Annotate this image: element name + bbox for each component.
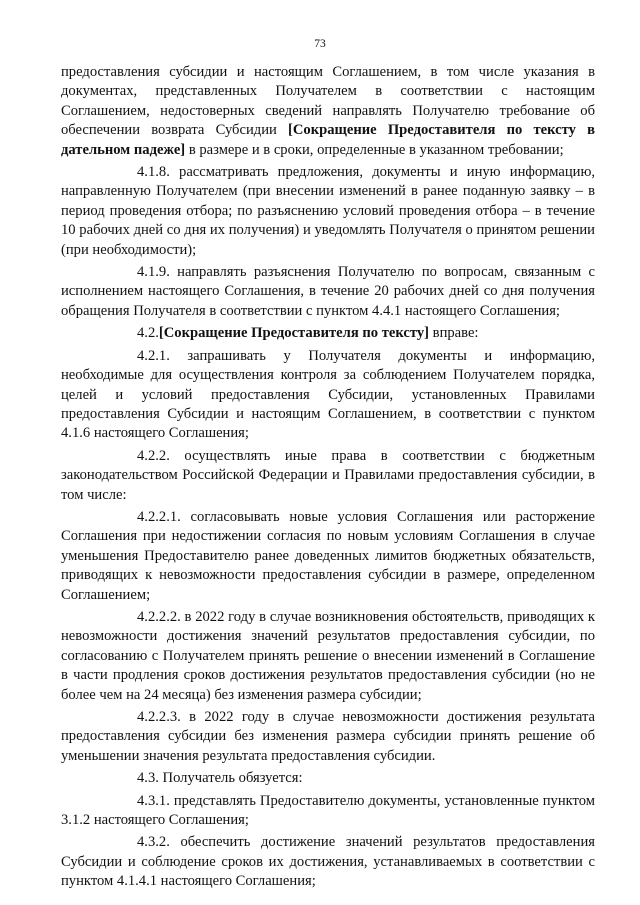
paragraph-text: в размере и в сроки, определенные в указанном требовании; bbox=[185, 141, 564, 158]
clause-number: 4.2.2.1. bbox=[137, 508, 181, 525]
placeholder-bold-text: [Сокращение Предоставителя по тексту] bbox=[158, 325, 430, 342]
clause-number: 4.2. bbox=[137, 325, 159, 342]
clause-text: рассматривать предложения, документы и иную информацию, направленную Получателем (при внесении изменений в ранее поданную заявку – в период проведения отбора; по разъяснению условий проведения отбора – в течение 10 рабочих дней со дня их получения) и уведомлять Получателя о принятом решении (при необходимости); bbox=[61, 164, 595, 258]
clause-number: 4.2.2. bbox=[137, 447, 170, 464]
clause-text: в 2022 году в случае возникновения обстоятельств, приводящих к невозможности достижения значений результатов предоставления субсидии, по согласованию с Получателем принять решение о внесении изменений в Соглашение в части продления сроков достижения результатов предоставления субсидии (но не более чем на 24 месяца) без изменения размера субсидии; bbox=[61, 608, 595, 703]
clause-4-3 bbox=[61, 769, 595, 788]
clause-number: 4.3. bbox=[137, 770, 159, 787]
placeholder-bold-text: [Сокращение Предоставителя по тексту в дательном падеже] bbox=[61, 122, 595, 158]
clause-text: осуществлять иные права в соответствии с бюджетным законодательством Российской Федерации и Правилами предоставления субсидии, в том числе: bbox=[61, 447, 595, 503]
clause-4-2-2-1 bbox=[61, 508, 595, 605]
clause-text: запрашивать у Получателя документы и информацию, необходимые для осуществления контроля за соблюдением Получателем порядка, целей и условий предоставления Субсидии, установленных Правилами предоставления Субсидии и настоящим Соглашением, в соответствии с пунктом 4.1.6 настоящего Соглашения; bbox=[61, 347, 595, 442]
clause-4-2 bbox=[61, 324, 595, 343]
clause-4-3-2 bbox=[61, 833, 595, 891]
clause-text: направлять разъяснения Получателю по вопросам, связанным с исполнением настоящего Соглашения, в течение 20 рабочих дней со дня получения обращения Получателя в соответствии с пунктом 4.4.1 настоящего Соглашения; bbox=[61, 264, 595, 319]
clause-4-1-9 bbox=[61, 263, 595, 321]
clause-4-2-2-3 bbox=[61, 708, 595, 766]
clause-text: согласовывать новые условия Соглашения или расторжение Соглашения при недостижении согласия по новым условиям Соглашения в случае уменьшения Предоставителю ранее доведенных лимитов бюджетных обязательств, приводящих к невозможности предоставления субсидии в размере, определенном Соглашением; bbox=[61, 508, 595, 603]
clause-text: в 2022 году в случае невозможности достижения результата предоставления субсидии без изменения размера субсидии принять решение об уменьшении значения результата предоставления субсидии. bbox=[61, 709, 595, 764]
clause-number: 4.3.1. bbox=[137, 792, 170, 809]
clause-text: обеспечить достижение значений результатов предоставления Субсидии и соблюдение сроков их достижения, устанавливаемых в соответствии с пунктом 4.1.4.1 настоящего Соглашения; bbox=[61, 834, 595, 890]
clause-number: 4.1.9. bbox=[137, 264, 170, 281]
clause-number: 4.1.8. bbox=[137, 164, 170, 181]
clause-4-2-1 bbox=[61, 347, 595, 444]
clause-4-2-2 bbox=[61, 447, 595, 505]
clause-number: 4.2.2.2. bbox=[137, 608, 181, 625]
clause-4-1-8 bbox=[61, 163, 595, 260]
paragraph-text: предоставления субсидии и настоящим Соглашением, в том числе указания в документах, представленных Получателем в соответствии с настоящим Соглашением, недостоверных сведений направлять Получателю требование об обеспечении возврата Субсидии bbox=[61, 64, 595, 139]
clause-text: представлять Предоставителю документы, установленные пунктом 3.1.2 настоящего Соглашения; bbox=[61, 792, 595, 829]
clause-text: вправе: bbox=[429, 325, 479, 342]
clause-number: 4.3.2. bbox=[137, 834, 170, 851]
clause-number: 4.2.2.3. bbox=[137, 709, 181, 725]
clause-4-3-1 bbox=[61, 792, 595, 831]
clause-4-2-2-2 bbox=[61, 608, 595, 705]
clause-number: 4.2.1. bbox=[137, 347, 170, 364]
document-body bbox=[61, 63, 595, 895]
clause-text: Получатель обязуется: bbox=[158, 770, 303, 787]
page-number: 73 bbox=[314, 38, 326, 50]
paragraph-continuation bbox=[61, 63, 595, 160]
